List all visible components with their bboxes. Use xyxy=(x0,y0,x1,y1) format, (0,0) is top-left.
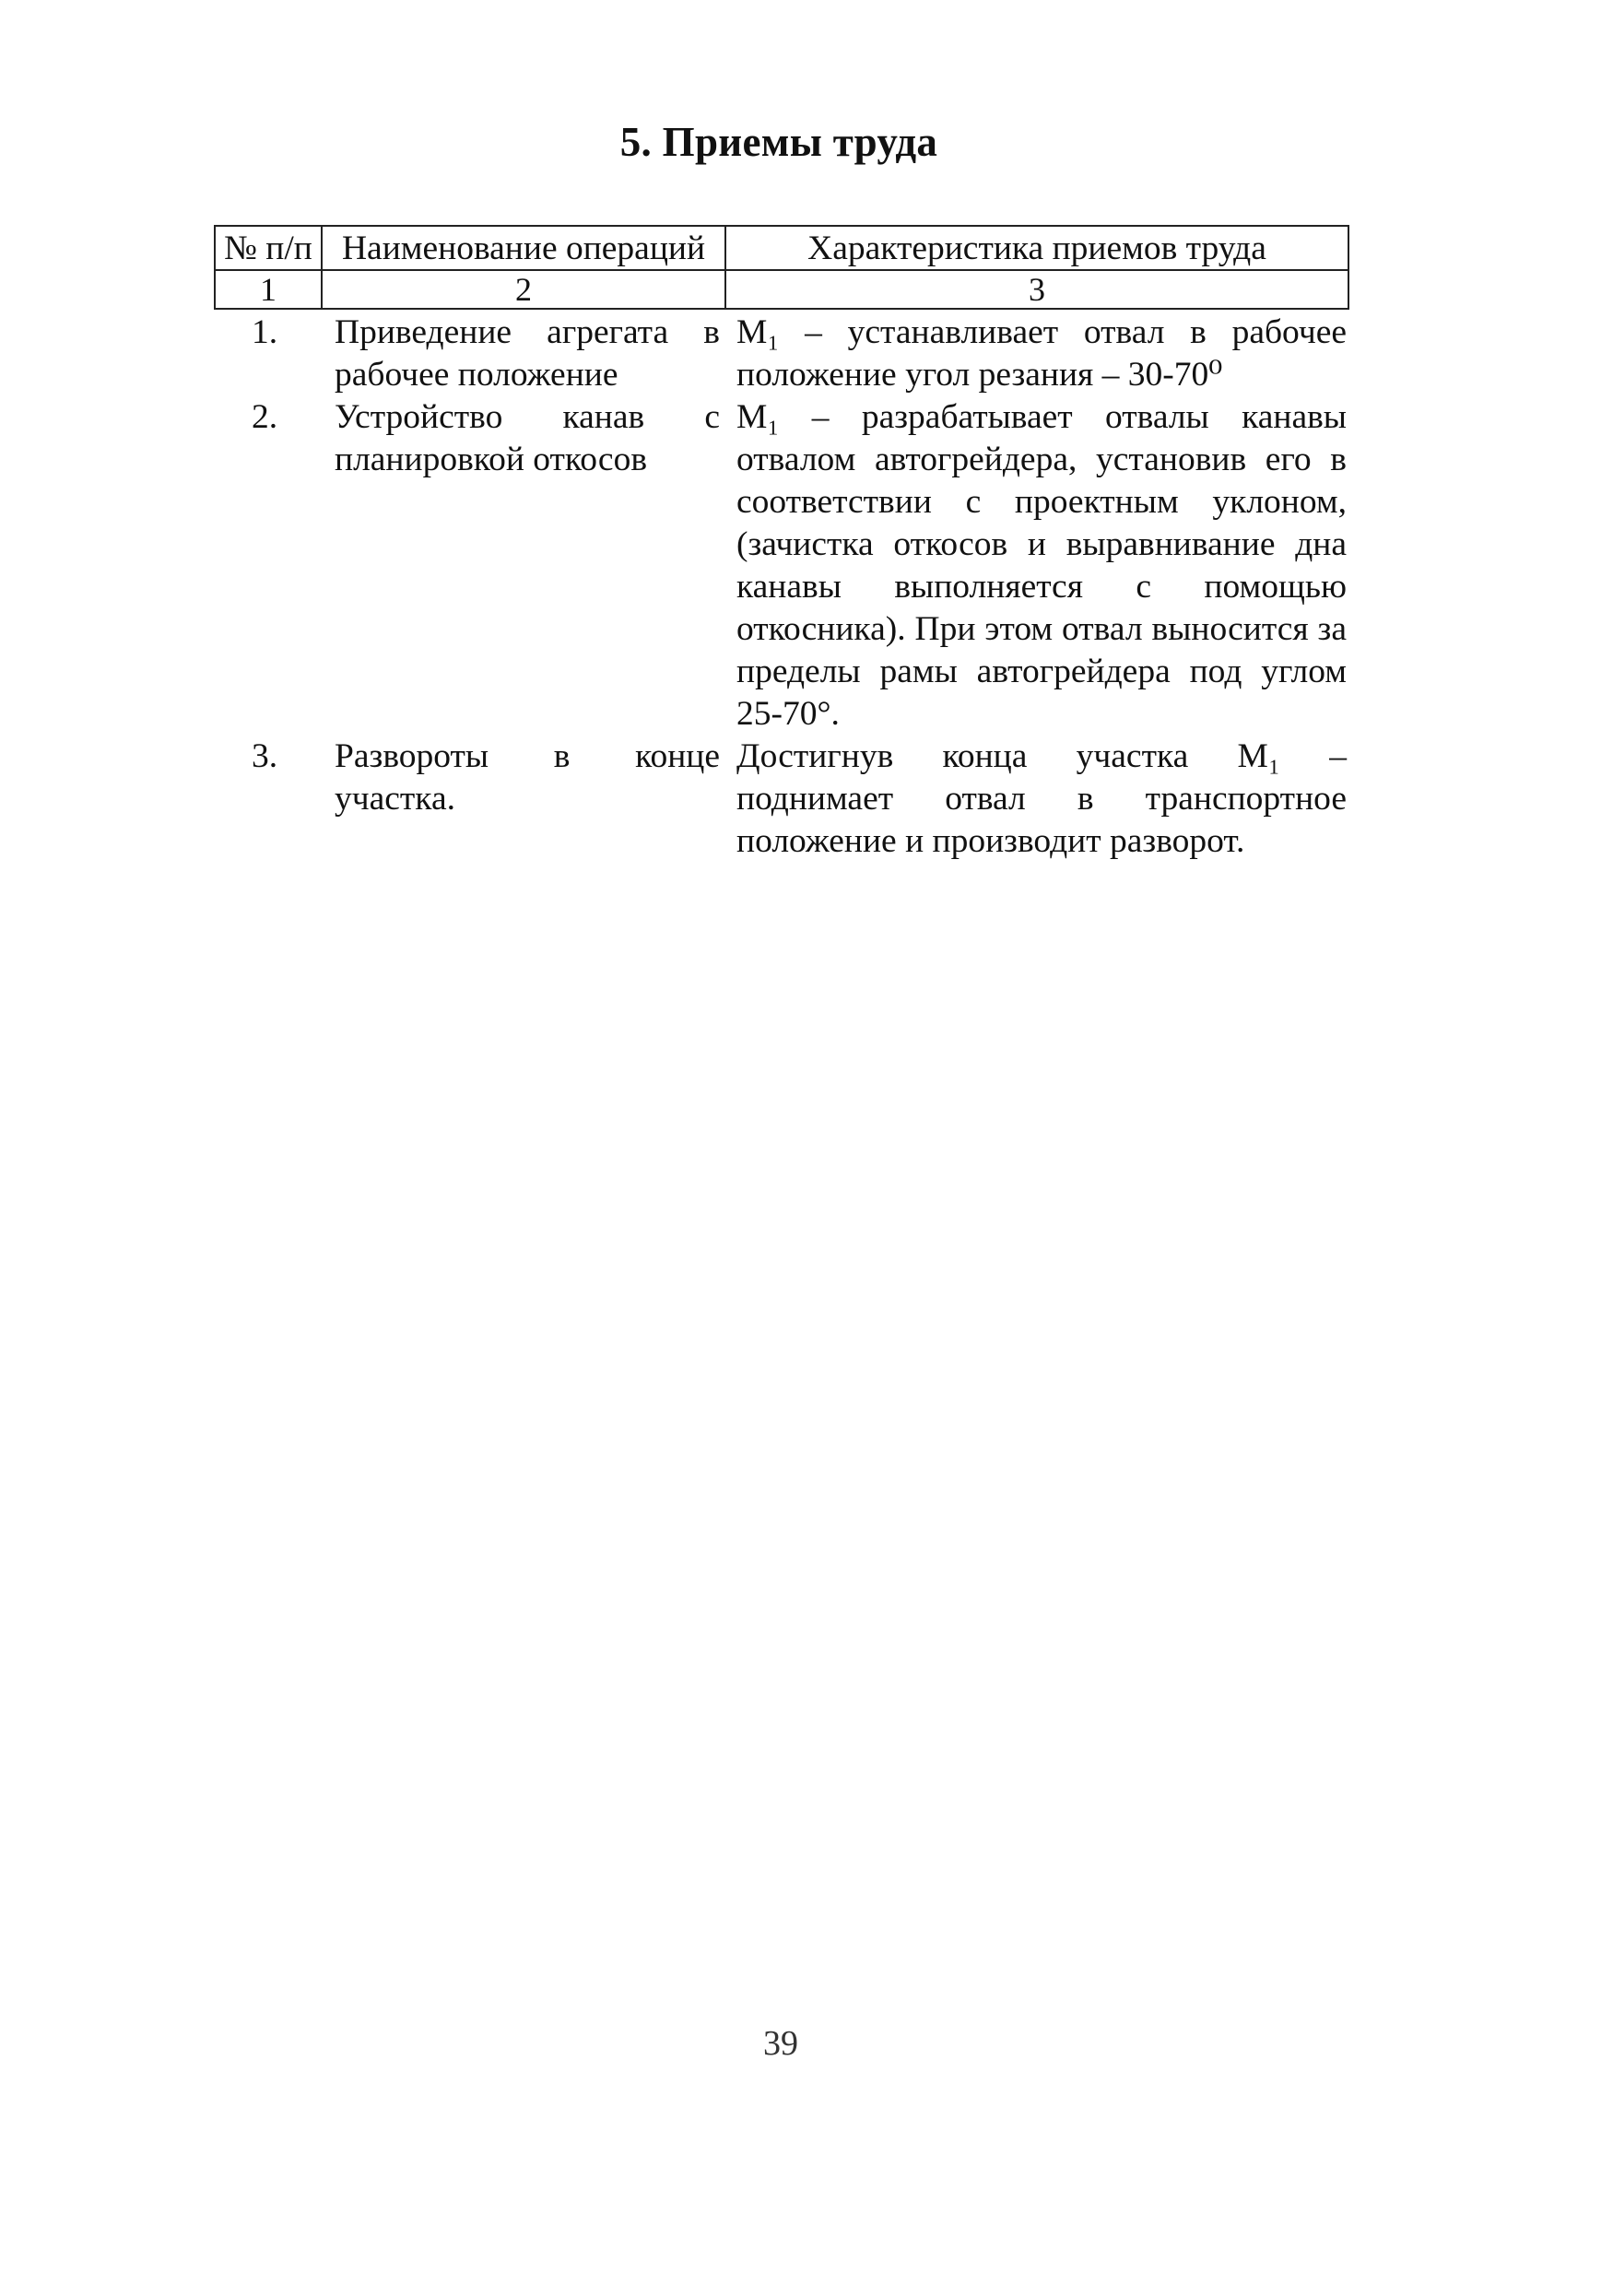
header-number: № п/п xyxy=(215,226,322,270)
operation-name: Устройство канав с планировкой откосов xyxy=(335,398,720,478)
table-row xyxy=(215,396,1348,736)
column-number: 1 xyxy=(215,270,322,309)
operation-description: М₁ – разрабатывает отвалы канавы отвалом автогрейдера, установив его в соответствии с проектным уклоном, (зачистка откосов и выравнивание дна канавы выполняется с помощью откосника). При этом отвал выносится за пределы рамы автогрейдера под углом 25-70°. xyxy=(736,398,1347,733)
operation-description: Достигнув конца участка М₁ – поднимает отвал в транспортное положение и производит разворот. xyxy=(736,737,1347,860)
row-number: 2. xyxy=(251,398,278,436)
row-number: 3. xyxy=(251,737,278,775)
row-number: 1. xyxy=(251,313,278,351)
operation-description: М₁ – устанавливает отвал в рабочее положение угол резания – 30-70⁰ xyxy=(736,313,1347,394)
table-header-row xyxy=(215,226,1348,270)
page-title: 5. Приемы труда xyxy=(619,119,938,165)
work-methods-table xyxy=(214,225,1349,863)
column-number: 3 xyxy=(725,270,1348,309)
table-row xyxy=(215,309,1348,396)
column-number-row xyxy=(215,270,1348,309)
column-number: 2 xyxy=(322,270,725,309)
operation-name: Приведение агрегата в рабочее положение xyxy=(335,313,720,394)
table-row xyxy=(215,736,1348,863)
header-method-characteristics: Характеристика приемов труда xyxy=(725,226,1348,270)
header-operation-name: Наименование операций xyxy=(322,226,725,270)
page-number: 39 xyxy=(763,2024,798,2063)
operation-name: Развороты в конце участка. xyxy=(335,737,720,818)
